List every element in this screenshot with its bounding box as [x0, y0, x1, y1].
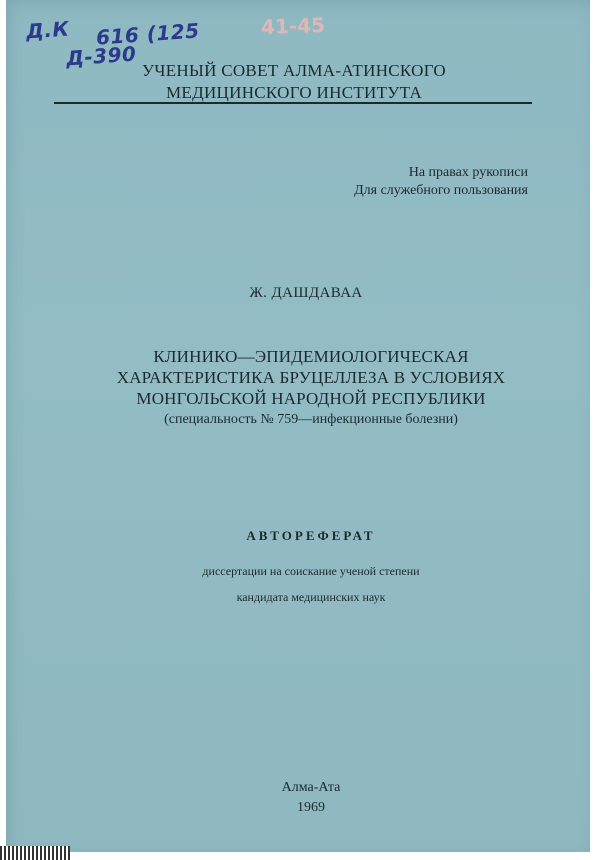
title-line-3: МОНГОЛЬСКОЙ НАРОДНОЙ РЕСПУБЛИКИ — [136, 389, 486, 408]
author-name: Ж. ДАШДАВАА — [249, 285, 363, 301]
header-line-1: УЧЕНЫЙ СОВЕТ АЛМА-АТИНСКОГО — [142, 61, 446, 80]
publication-year: 1969 — [297, 800, 325, 815]
cover-sheet — [6, 0, 598, 860]
handwritten-mark-1: Д.К — [25, 16, 71, 44]
document-title — [46, 346, 576, 409]
handwritten-mark-3: Д-390 — [65, 41, 138, 71]
description-line-2: кандидата медицинских наук — [236, 590, 386, 604]
rights-line-1: На правах рукописи — [408, 165, 528, 180]
handwritten-page-range: 41-45 — [260, 12, 326, 40]
handwritten-mark-2: 616 (125 — [95, 18, 201, 50]
degree-description — [46, 558, 576, 610]
header-divider — [54, 102, 532, 104]
rights-line-2: Для служебного пользования — [354, 183, 528, 198]
page-edge — [590, 0, 600, 860]
description-line-1: диссертации на соискание ученой степени — [202, 564, 420, 578]
title-line-2: ХАРАКТЕРИСТИКА БРУЦЕЛЛЕЗА В УСЛОВИЯХ — [116, 368, 506, 387]
publication-place — [46, 778, 576, 818]
publication-city: Алма-Ата — [281, 780, 341, 795]
specialty-note: (специальность № 759—инфекционные болезни) — [164, 412, 458, 427]
rights-notice — [354, 164, 528, 200]
institution-header — [54, 60, 534, 104]
title-line-1: КЛИНИКО—ЭПИДЕМИОЛОГИЧЕСКАЯ — [153, 347, 469, 366]
document-type: АВТОРЕФЕРАТ — [246, 528, 376, 543]
scan-bottom-margin — [0, 852, 600, 860]
header-line-2: МЕДИЦИНСКОГО ИНСТИТУТА — [165, 83, 423, 102]
barcode-strip — [0, 846, 70, 860]
